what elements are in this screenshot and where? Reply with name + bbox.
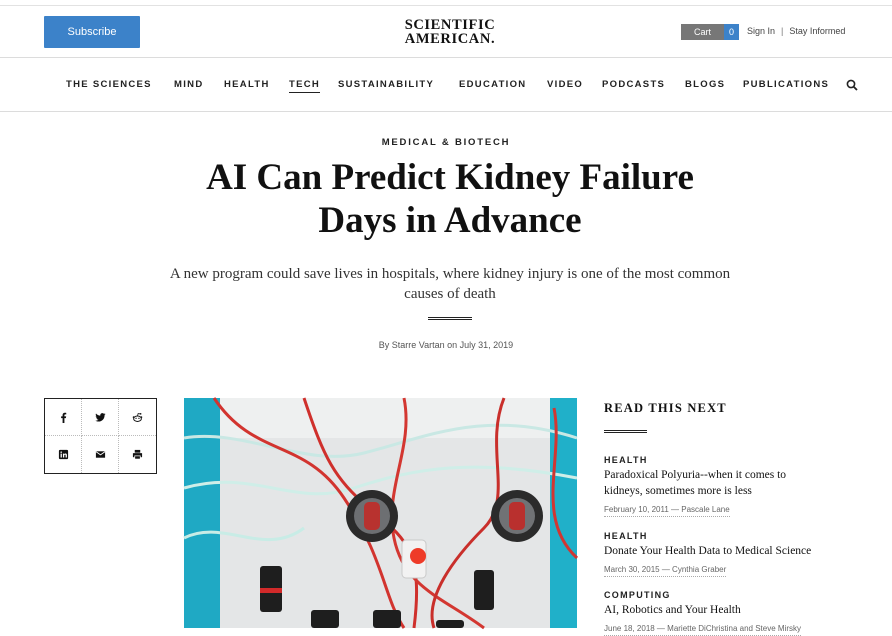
subscribe-button[interactable]: Subscribe [44,16,140,48]
nav-item-mind[interactable]: MIND [174,79,204,90]
share-reddit-button[interactable] [119,399,156,436]
article-dek [115,264,785,304]
title-line-1: AI Can Predict Kidney Failure [206,157,694,198]
nav-item-health[interactable]: HEALTH [224,79,270,90]
read-next-divider [604,430,647,433]
read-next-category[interactable]: HEALTH [604,455,648,465]
title-divider [428,317,472,320]
linkedin-icon [58,449,69,460]
print-button[interactable] [119,436,156,473]
share-panel [44,398,157,474]
share-email-button[interactable] [82,436,119,473]
cart-label: Cart [681,24,724,40]
logo-line-1: SCIENTIFIC [404,17,496,33]
twitter-icon [95,412,106,423]
nav-item-podcasts[interactable]: PODCASTS [602,79,666,90]
read-next-item [604,455,854,517]
read-next-meta: June 18, 2018 — Mariette DiChristina and Steve Mirsky [604,624,801,636]
hero-image [184,398,577,628]
nav-item-video[interactable]: VIDEO [547,79,584,90]
print-icon [132,449,143,460]
share-facebook-button[interactable] [45,399,82,436]
title-line-2: Days in Advance [318,200,582,241]
account-links [747,26,845,36]
article-title [110,156,790,242]
nav-item-blogs[interactable]: BLOGS [685,79,726,90]
dek-line-1: A new program could save lives in hospitals, where kidney injury is one of the most common [169,266,731,282]
read-next-meta: February 10, 2011 — Pascale Lane [604,505,730,517]
headline-line-2: kidneys, sometimes more is less [604,485,752,497]
read-next-title: READ THIS NEXT [604,401,727,415]
logo-line-2: AMERICAN. [404,31,496,47]
nav-item-tech[interactable]: TECH [289,79,320,93]
share-linkedin-button[interactable] [45,436,82,473]
article-byline: By Starre Vartan on July 31, 2019 [378,340,514,350]
top-bar [0,6,892,58]
read-next-headline[interactable]: Donate Your Health Data to Medical Science [604,545,812,557]
link-separator: | [781,26,784,36]
share-twitter-button[interactable] [82,399,119,436]
email-icon [95,449,106,460]
cart-button[interactable] [681,24,739,40]
read-next-item [604,531,854,577]
stay-informed-link[interactable]: Stay Informed [789,26,846,36]
headline-line-1: Paradoxical Polyuria--when it comes to [604,469,787,481]
dialysis-machine-photo [184,398,577,628]
dek-line-2: causes of death [404,286,496,302]
reddit-icon [132,412,143,423]
sign-in-link[interactable]: Sign In [747,26,776,36]
read-next-item [604,590,854,636]
read-next-headline[interactable] [604,467,854,499]
facebook-icon [58,412,69,423]
nav-item-the-sciences[interactable]: THE SCIENCES [66,79,152,90]
article-category[interactable]: MEDICAL & BIOTECH [381,137,511,148]
site-logo[interactable] [350,18,550,46]
cart-count-badge: 0 [724,24,739,40]
nav-item-sustainability[interactable]: SUSTAINABILITY [338,79,435,90]
read-next-meta: March 30, 2015 — Cynthia Graber [604,565,726,577]
nav-item-education[interactable]: EDUCATION [459,79,527,90]
nav-item-publications[interactable]: PUBLICATIONS [743,79,830,90]
main-nav [0,58,892,112]
read-next-category[interactable]: HEALTH [604,531,648,541]
search-icon[interactable] [846,79,858,91]
read-next-headline[interactable]: AI, Robotics and Your Health [604,604,741,616]
read-next-category[interactable]: COMPUTING [604,590,671,600]
